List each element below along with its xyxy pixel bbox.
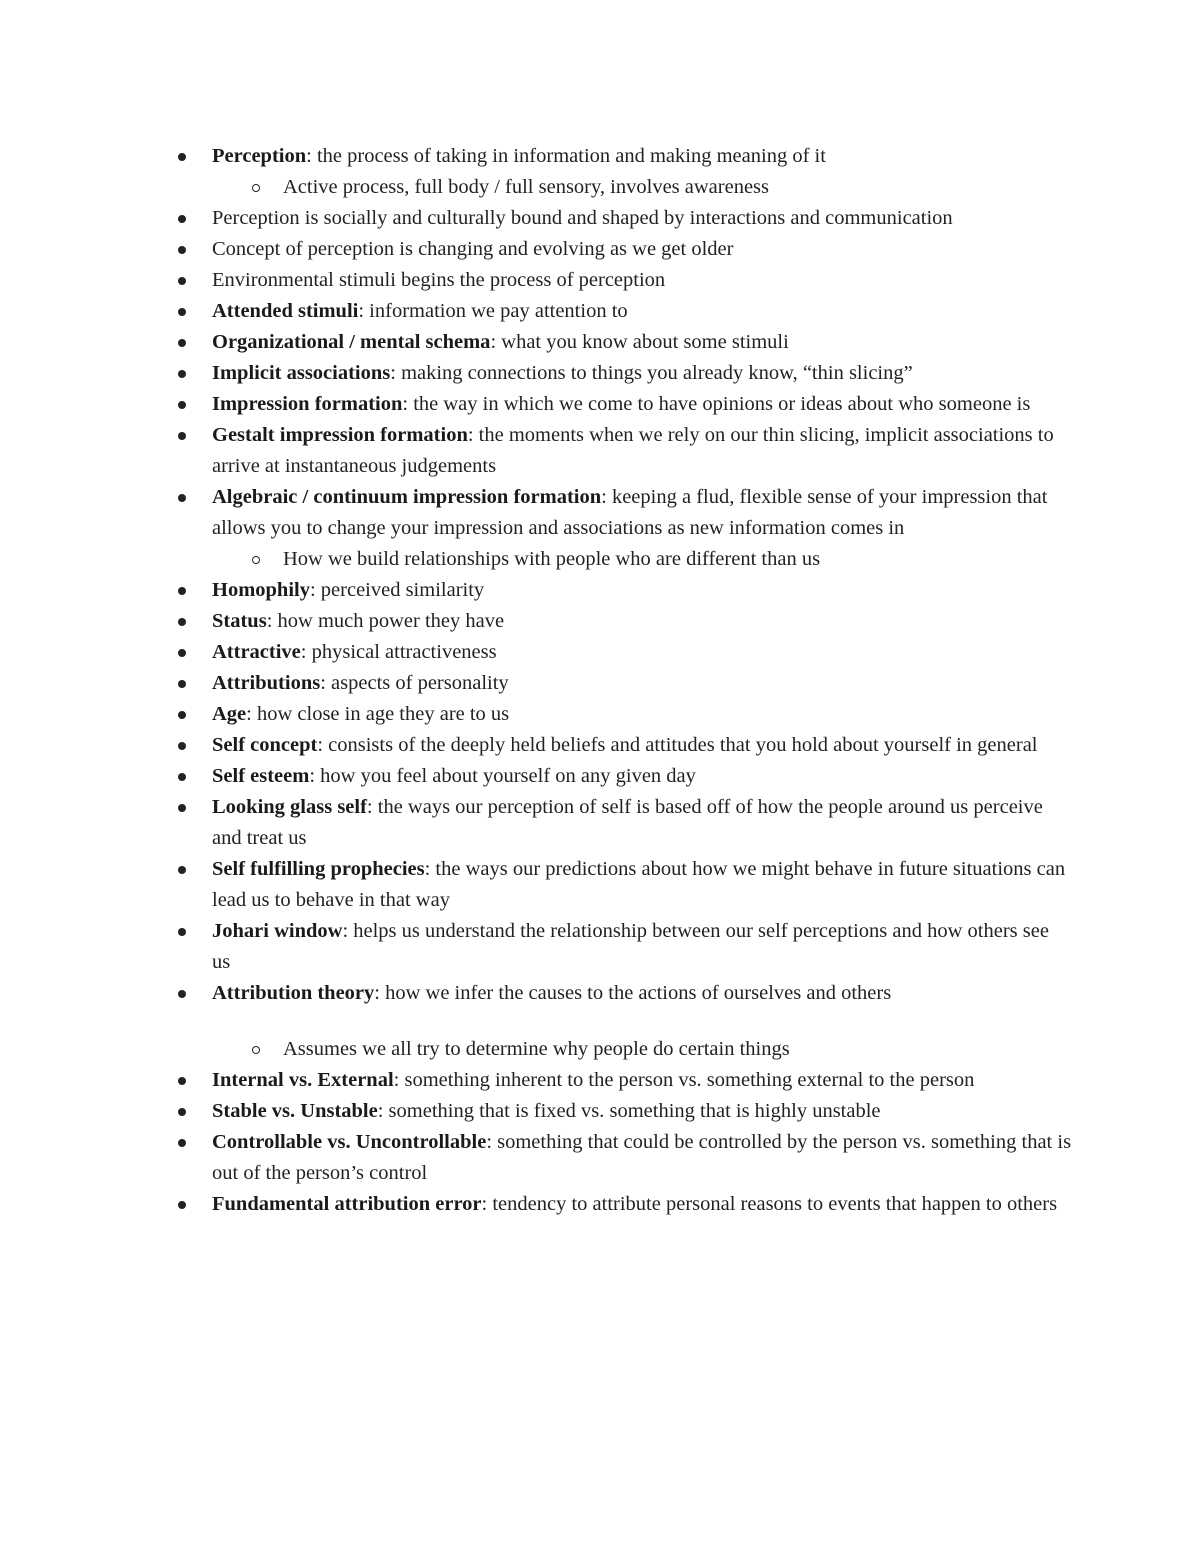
bullet-icon [178, 928, 186, 936]
list-item [212, 420, 1072, 482]
bullet-icon [178, 1077, 186, 1085]
definition: : information we pay attention to [358, 300, 628, 322]
term: Johari window [212, 920, 343, 942]
bullet-icon [178, 401, 186, 409]
term: Internal vs. External [212, 1069, 394, 1091]
bullet-icon [178, 153, 186, 161]
bullet-icon [178, 494, 186, 502]
list-item [212, 916, 1072, 978]
bullet-icon [178, 215, 186, 223]
definition: How we build relationships with people who are different than us [283, 548, 821, 570]
definition: : what you know about some stimuli [490, 331, 789, 353]
list-item [212, 482, 1072, 544]
term: Status [212, 610, 267, 632]
list-item [212, 1096, 1072, 1127]
bullet-icon [178, 308, 186, 316]
bullet-icon [178, 804, 186, 812]
term: Organizational / mental schema [212, 331, 491, 353]
sub-list-item [283, 1034, 1072, 1065]
definition: : something that is fixed vs. something that is highly unstable [377, 1100, 881, 1122]
sub-list-item [283, 172, 1072, 203]
definition: Perception is socially and culturally bound and shaped by interactions and communication [212, 207, 953, 229]
hollow-bullet-icon [252, 184, 260, 192]
bullet-icon [178, 866, 186, 874]
list-item [212, 699, 1072, 730]
term: Gestalt impression formation [212, 424, 468, 446]
definition: Concept of perception is changing and evolving as we get older [212, 238, 734, 260]
bullet-icon [178, 680, 186, 688]
definition: : aspects of personality [320, 672, 509, 694]
term: Homophily [212, 579, 310, 601]
term: Looking glass self [212, 796, 367, 818]
list-item [212, 141, 1072, 172]
definition: : tendency to attribute personal reasons to events that happen to others [481, 1193, 1058, 1215]
definition: : making connections to things you already know, “thin slicing” [390, 362, 913, 384]
definition: : the way in which we come to have opinions or ideas about who someone is [402, 393, 1031, 415]
list-item [212, 358, 1072, 389]
list-item [212, 668, 1072, 699]
list-item [212, 854, 1072, 916]
definition: Active process, full body / full sensory, involves awareness [283, 176, 770, 198]
list-item [212, 575, 1072, 606]
list-item [212, 730, 1072, 761]
definition: : the process of taking in information and making meaning of it [306, 145, 826, 167]
list-item [212, 234, 1072, 265]
definition: Assumes we all try to determine why people do certain things [283, 1038, 790, 1060]
definition: : keeping a flud, flexible sense of your impression that allows you to change your impression and associations as new information comes in [212, 486, 1048, 539]
term: Age [212, 703, 247, 725]
list-item [212, 1189, 1072, 1220]
hollow-bullet-icon [252, 1046, 260, 1054]
term: Perception [212, 145, 307, 167]
bullet-icon [178, 773, 186, 781]
bullet-icon [178, 1201, 186, 1209]
definition: : consists of the deeply held beliefs and attitudes that you hold about yourself in general [317, 734, 1038, 756]
term: Controllable vs. Uncontrollable [212, 1131, 487, 1153]
bullet-icon [178, 339, 186, 347]
list-item [212, 1127, 1072, 1189]
list-item [212, 792, 1072, 854]
bullet-icon [178, 587, 186, 595]
list-item [212, 203, 1072, 234]
term: Attractive [212, 641, 301, 663]
definition: : something inherent to the person vs. something external to the person [393, 1069, 975, 1091]
definition: : physical attractiveness [300, 641, 497, 663]
bullet-icon [178, 990, 186, 998]
term: Fundamental attribution error [212, 1193, 482, 1215]
bullet-icon [178, 742, 186, 750]
definition: : how close in age they are to us [246, 703, 510, 725]
list-item [212, 761, 1072, 792]
term: Attribution theory [212, 982, 375, 1004]
definition: : the moments when we rely on our thin slicing, implicit associations to arrive at instantaneous judgements [212, 424, 1054, 477]
definition: : the ways our predictions about how we might behave in future situations can lead us to behave in that way [212, 858, 1066, 911]
term: Attributions [212, 672, 321, 694]
definition: Environmental stimuli begins the process of perception [212, 269, 666, 291]
list-item [212, 637, 1072, 668]
hollow-bullet-icon [252, 556, 260, 564]
bullet-icon [178, 1139, 186, 1147]
term: Implicit associations [212, 362, 391, 384]
sub-list-item [283, 544, 1072, 575]
notes-list [212, 141, 1072, 1220]
list-item [212, 978, 1072, 1009]
list-item [212, 1065, 1072, 1096]
bullet-icon [178, 618, 186, 626]
term: Self concept [212, 734, 318, 756]
list-item [212, 327, 1072, 358]
definition: : how much power they have [266, 610, 505, 632]
term: Stable vs. Unstable [212, 1100, 378, 1122]
definition: : how we infer the causes to the actions of ourselves and others [374, 982, 892, 1004]
bullet-icon [178, 649, 186, 657]
list-item [212, 389, 1072, 420]
bullet-icon [178, 370, 186, 378]
definition: : helps us understand the relationship between our self perceptions and how others see us [212, 920, 1049, 973]
definition: : something that could be controlled by the person vs. something that is out of the person’s control [212, 1131, 1072, 1184]
term: Algebraic / continuum impression formation [212, 486, 602, 508]
term: Self fulfilling prophecies [212, 858, 425, 880]
bullet-icon [178, 1108, 186, 1116]
list-item [212, 296, 1072, 327]
definition: : how you feel about yourself on any given day [309, 765, 696, 787]
list-item [212, 606, 1072, 637]
term: Impression formation [212, 393, 403, 415]
definition: : perceived similarity [309, 579, 485, 601]
definition: : the ways our perception of self is based off of how the people around us perceive and treat us [212, 796, 1043, 849]
list-item [212, 265, 1072, 296]
bullet-icon [178, 246, 186, 254]
bullet-icon [178, 432, 186, 440]
term: Attended stimuli [212, 300, 359, 322]
term: Self esteem [212, 765, 310, 787]
bullet-icon [178, 277, 186, 285]
bullet-icon [178, 711, 186, 719]
